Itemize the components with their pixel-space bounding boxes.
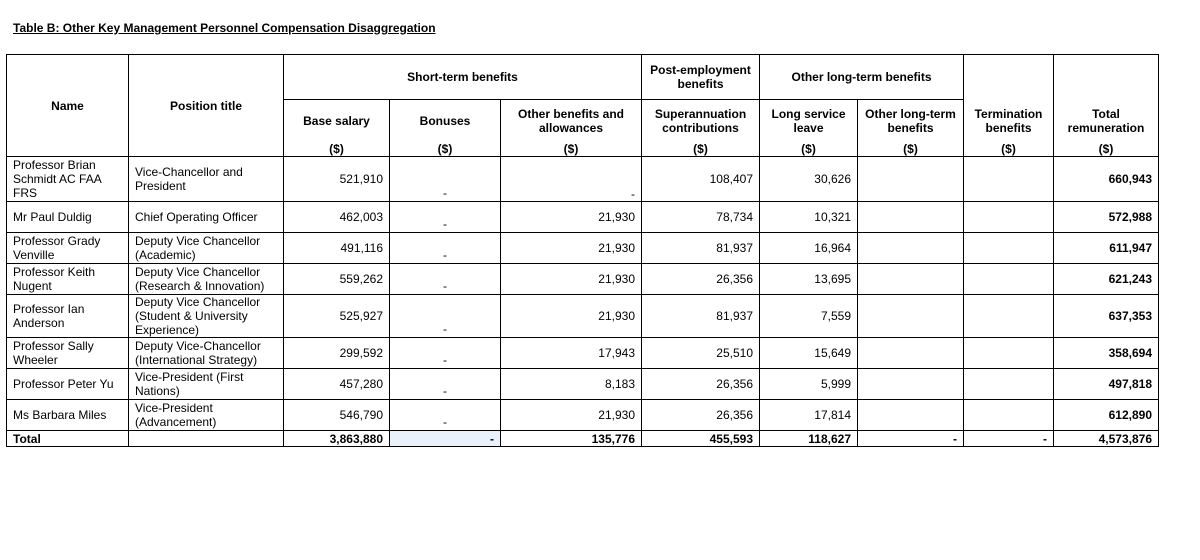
- position-cell: Chief Operating Officer: [129, 202, 284, 233]
- total-long-service: 118,627: [760, 431, 858, 447]
- superannuation-cell: 81,937: [642, 295, 760, 338]
- name-cell: Professor Peter Yu: [7, 369, 129, 400]
- other-long-term-cell: [858, 369, 964, 400]
- total-superannuation: 455,593: [642, 431, 760, 447]
- termination-cell: [964, 400, 1054, 431]
- termination-cell: [964, 233, 1054, 264]
- bonus-cell: -: [390, 400, 501, 431]
- total-cell: 637,353: [1054, 295, 1159, 338]
- other-benefits-cell: -: [501, 157, 642, 202]
- table-title: Table B: Other Key Management Personnel Compensation Disaggregation: [13, 21, 436, 35]
- termination-cell: [964, 295, 1054, 338]
- header-short-term: Short-term benefits: [284, 55, 642, 100]
- total-base-salary: 3,863,880: [284, 431, 390, 447]
- other-benefits-cell: 21,930: [501, 295, 642, 338]
- header-blank-termination: [964, 55, 1054, 100]
- total-label: Total: [7, 431, 129, 447]
- header-termination: Termination benefits: [964, 100, 1054, 143]
- other-long-term-cell: [858, 338, 964, 369]
- position-cell: Deputy Vice Chancellor (Research & Innovation): [129, 264, 284, 295]
- header-total-remuneration: Total remuneration: [1054, 100, 1159, 143]
- table-row: [7, 400, 1159, 431]
- total-cell: 621,243: [1054, 264, 1159, 295]
- other-long-term-cell: [858, 233, 964, 264]
- termination-cell: [964, 202, 1054, 233]
- other-benefits-cell: 21,930: [501, 233, 642, 264]
- name-cell: Professor Keith Nugent: [7, 264, 129, 295]
- header-other-long-term-benefits: Other long-term benefits: [858, 100, 964, 143]
- bonus-cell: -: [390, 295, 501, 338]
- position-cell: Vice-President (First Nations): [129, 369, 284, 400]
- bonus-cell: -: [390, 264, 501, 295]
- other-benefits-cell: 8,183: [501, 369, 642, 400]
- header-post-employment: Post-employment benefits: [642, 55, 760, 100]
- header-position: Position title: [129, 55, 284, 157]
- superannuation-cell: 78,734: [642, 202, 760, 233]
- total-other-long-term: -: [858, 431, 964, 447]
- long-service-cell: 16,964: [760, 233, 858, 264]
- base-salary-cell: 521,910: [284, 157, 390, 202]
- header-bonuses: Bonuses: [390, 100, 501, 143]
- unit-label: ($): [284, 142, 390, 157]
- bonus-cell: -: [390, 338, 501, 369]
- termination-cell: [964, 338, 1054, 369]
- position-cell: Vice-Chancellor and President: [129, 157, 284, 202]
- other-long-term-cell: [858, 295, 964, 338]
- table-row: [7, 233, 1159, 264]
- unit-label: ($): [858, 142, 964, 157]
- header-base-salary: Base salary: [284, 100, 390, 143]
- base-salary-cell: 559,262: [284, 264, 390, 295]
- table-row: [7, 369, 1159, 400]
- superannuation-cell: 25,510: [642, 338, 760, 369]
- other-long-term-cell: [858, 264, 964, 295]
- other-benefits-cell: 21,930: [501, 264, 642, 295]
- superannuation-cell: 26,356: [642, 369, 760, 400]
- total-cell: 612,890: [1054, 400, 1159, 431]
- table-row: [7, 157, 1159, 202]
- unit-label: ($): [501, 142, 642, 157]
- termination-cell: [964, 157, 1054, 202]
- termination-cell: [964, 264, 1054, 295]
- header-other-long-term: Other long-term benefits: [760, 55, 964, 100]
- unit-label: ($): [964, 142, 1054, 157]
- base-salary-cell: 457,280: [284, 369, 390, 400]
- compensation-table: [6, 54, 1159, 447]
- superannuation-cell: 108,407: [642, 157, 760, 202]
- other-benefits-cell: 21,930: [501, 202, 642, 233]
- bonus-cell: -: [390, 157, 501, 202]
- header-superannuation: Superannuation contributions: [642, 100, 760, 143]
- superannuation-cell: 26,356: [642, 400, 760, 431]
- total-cell: 497,818: [1054, 369, 1159, 400]
- position-cell: Vice-President (Advancement): [129, 400, 284, 431]
- termination-cell: [964, 369, 1054, 400]
- other-long-term-cell: [858, 202, 964, 233]
- long-service-cell: 5,999: [760, 369, 858, 400]
- name-cell: Professor Sally Wheeler: [7, 338, 129, 369]
- long-service-cell: 15,649: [760, 338, 858, 369]
- total-cell: 660,943: [1054, 157, 1159, 202]
- other-long-term-cell: [858, 157, 964, 202]
- total-position-blank: [129, 431, 284, 447]
- unit-label: ($): [760, 142, 858, 157]
- unit-label: ($): [642, 142, 760, 157]
- header-other-benefits: Other benefits and allowances: [501, 100, 642, 143]
- position-cell: Deputy Vice Chancellor (Student & University Experience): [129, 295, 284, 338]
- total-cell: 611,947: [1054, 233, 1159, 264]
- long-service-cell: 10,321: [760, 202, 858, 233]
- base-salary-cell: 525,927: [284, 295, 390, 338]
- name-cell: Professor Grady Venville: [7, 233, 129, 264]
- other-benefits-cell: 21,930: [501, 400, 642, 431]
- table-row: [7, 202, 1159, 233]
- name-cell: Professor Ian Anderson: [7, 295, 129, 338]
- name-cell: Mr Paul Duldig: [7, 202, 129, 233]
- base-salary-cell: 546,790: [284, 400, 390, 431]
- table-row: [7, 295, 1159, 338]
- name-cell: Ms Barbara Miles: [7, 400, 129, 431]
- header-name: Name: [7, 55, 129, 157]
- total-remuneration: 4,573,876: [1054, 431, 1159, 447]
- long-service-cell: 7,559: [760, 295, 858, 338]
- base-salary-cell: 462,003: [284, 202, 390, 233]
- total-other-benefits: 135,776: [501, 431, 642, 447]
- total-bonus: -: [390, 431, 501, 447]
- total-cell: 358,694: [1054, 338, 1159, 369]
- header-blank-total: [1054, 55, 1159, 100]
- base-salary-cell: 491,116: [284, 233, 390, 264]
- position-cell: Deputy Vice-Chancellor (International Strategy): [129, 338, 284, 369]
- superannuation-cell: 81,937: [642, 233, 760, 264]
- total-termination: -: [964, 431, 1054, 447]
- total-row: [7, 431, 1159, 447]
- bonus-cell: -: [390, 233, 501, 264]
- base-salary-cell: 299,592: [284, 338, 390, 369]
- long-service-cell: 30,626: [760, 157, 858, 202]
- header-long-service: Long service leave: [760, 100, 858, 143]
- unit-label: ($): [390, 142, 501, 157]
- table-row: [7, 338, 1159, 369]
- other-long-term-cell: [858, 400, 964, 431]
- position-cell: Deputy Vice Chancellor (Academic): [129, 233, 284, 264]
- unit-label: ($): [1054, 142, 1159, 157]
- table-row: [7, 264, 1159, 295]
- name-cell: Professor Brian Schmidt AC FAA FRS: [7, 157, 129, 202]
- long-service-cell: 13,695: [760, 264, 858, 295]
- other-benefits-cell: 17,943: [501, 338, 642, 369]
- superannuation-cell: 26,356: [642, 264, 760, 295]
- bonus-cell: -: [390, 369, 501, 400]
- total-cell: 572,988: [1054, 202, 1159, 233]
- bonus-cell: -: [390, 202, 501, 233]
- long-service-cell: 17,814: [760, 400, 858, 431]
